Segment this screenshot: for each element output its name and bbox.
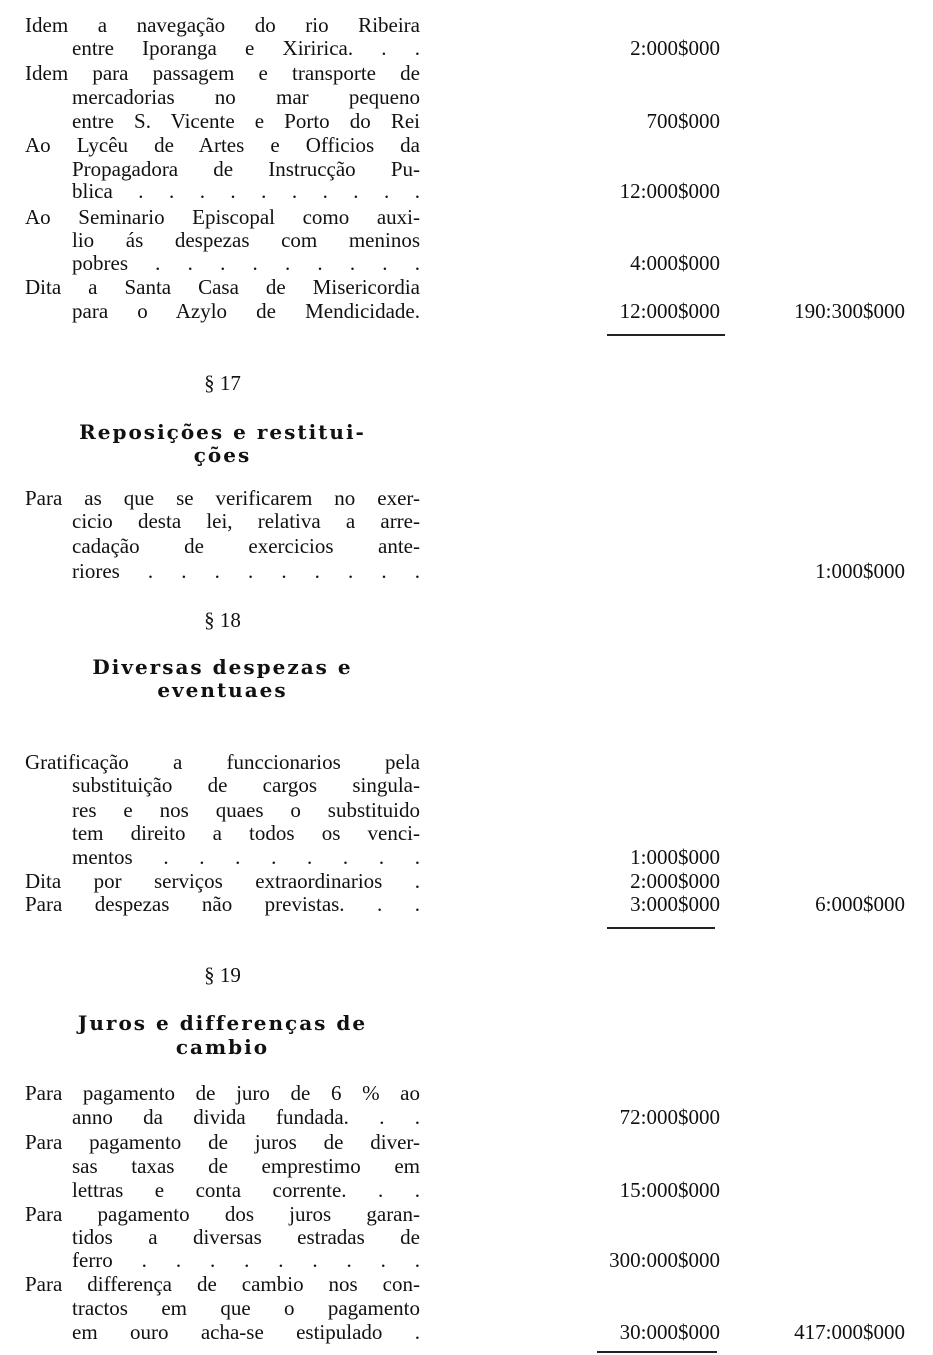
entry-amount: 700$000 <box>646 109 720 133</box>
section-number: § 17 <box>204 371 241 395</box>
entry-text: lettras e conta corrente. . . <box>72 1178 420 1202</box>
entry-text: Propagadora de Instrucção Pu- <box>72 157 420 181</box>
entry-text: tractos em que o pagamento <box>72 1296 420 1320</box>
entry-amount: 72:000$000 <box>619 1105 720 1129</box>
entry-amount: 12:000$000 <box>619 179 720 203</box>
entry-amount: 15:000$000 <box>619 1178 720 1202</box>
entry-text: para o Azylo de Mendicidade. <box>72 299 420 323</box>
sum-rule-divider <box>597 1351 717 1353</box>
entry-text: entre Iporanga e Xiririca. . . <box>72 36 420 60</box>
section-heading: eventuaes <box>157 678 288 702</box>
entry-text: mercadorias no mar pequeno <box>72 85 420 109</box>
entry-amount: 1:000$000 <box>630 845 720 869</box>
entry-text: mentos . . . . . . . . <box>72 845 420 869</box>
section-total: 190:300$000 <box>794 299 905 323</box>
entry-text: Para differença de cambio nos con- <box>25 1272 420 1296</box>
section-heading: ções <box>193 443 252 467</box>
entry-text: anno da divida fundada. . . <box>72 1105 420 1129</box>
entry-text: entre S. Vicente e Porto do Rei <box>72 109 420 133</box>
entry-text: Para pagamento de juro de 6 % ao <box>25 1081 420 1105</box>
entry-text: cadação de exercicios ante- <box>72 534 420 558</box>
section-number: § 18 <box>204 608 241 632</box>
sum-rule-divider <box>607 334 725 336</box>
entry-text: Idem para passagem e transporte de <box>25 61 420 85</box>
entry-text: pobres . . . . . . . . . <box>72 251 420 275</box>
entry-text: substituição de cargos singula- <box>72 773 420 797</box>
entry-text: Para pagamento dos juros garan- <box>25 1202 420 1226</box>
entry-amount: 30:000$000 <box>619 1320 720 1344</box>
entry-text: ferro . . . . . . . . . <box>72 1248 420 1272</box>
entry-amount: 4:000$000 <box>630 251 720 275</box>
entry-text: Para as que se verificarem no exer- <box>25 486 420 510</box>
sum-rule-divider <box>607 927 715 929</box>
section-heading: Juros e differenças de <box>77 1011 368 1035</box>
entry-amount: 2:000$000 <box>630 869 720 893</box>
entry-text: blica . . . . . . . . . . <box>72 179 420 203</box>
section-number: § 19 <box>204 963 241 987</box>
entry-text: Idem a navegação do rio Ribeira <box>25 13 420 37</box>
entry-text: Ao Seminario Episcopal como auxi- <box>25 205 420 229</box>
entry-text: Ao Lycêu de Artes e Officios da <box>25 133 420 157</box>
entry-amount: 300:000$000 <box>609 1248 720 1272</box>
entry-text: tidos a diversas estradas de <box>72 1225 420 1249</box>
entry-text: Gratificação a funccionarios pela <box>25 750 420 774</box>
entry-text: tem direito a todos os venci- <box>72 821 420 845</box>
section-heading: Reposições e restitui- <box>79 420 366 444</box>
section-heading: cambio <box>175 1035 270 1059</box>
entry-amount: 3:000$000 <box>630 892 720 916</box>
section-total: 417:000$000 <box>794 1320 905 1344</box>
entry-text: sas taxas de emprestimo em <box>72 1154 420 1178</box>
entry-amount: 2:000$000 <box>630 36 720 60</box>
entry-text: Dita por serviços extraordinarios . <box>25 869 420 893</box>
section-total: 1:000$000 <box>815 559 905 583</box>
section-heading: Diversas despezas e <box>92 655 353 679</box>
entry-text: riores . . . . . . . . . <box>72 559 420 583</box>
entry-amount: 12:000$000 <box>619 299 720 323</box>
entry-text: Para pagamento de juros de diver- <box>25 1130 420 1154</box>
entry-text: lio ás despezas com meninos <box>72 228 420 252</box>
entry-text: em ouro acha-se estipulado . <box>72 1320 420 1344</box>
entry-text: cicio desta lei, relativa a arre- <box>72 509 420 533</box>
entry-text: res e nos quaes o substituido <box>72 798 420 822</box>
entry-text: Dita a Santa Casa de Misericordia <box>25 275 420 299</box>
section-total: 6:000$000 <box>815 892 905 916</box>
entry-text: Para despezas não previstas. . . <box>25 892 420 916</box>
